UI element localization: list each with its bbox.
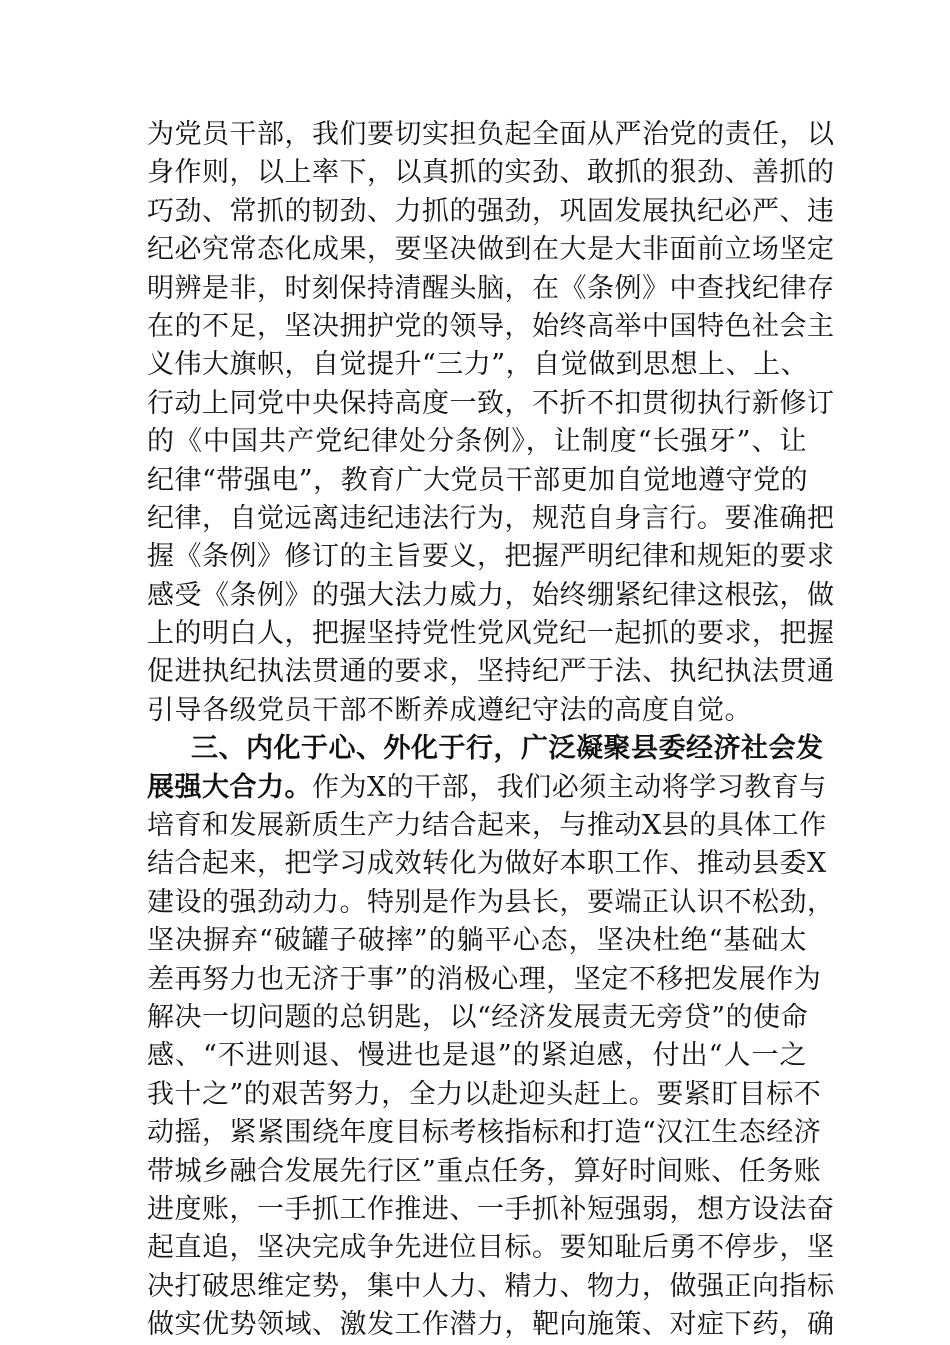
- text-line: 差再努力也无济于事”的消极心理，坚定不移把发展作为: [147, 963, 822, 995]
- text-line: 进度账，一手抓工作推进、一手抓补短强弱，想方设法奋: [147, 1193, 835, 1225]
- text-line: [147, 769, 827, 807]
- text-line: 培育和发展新质生产力结合起来，与推动X县的具体工作: [147, 810, 827, 842]
- text-span: 作为X的干部，我们必须主动将学习教育与: [312, 771, 827, 803]
- text-line: 促进执纪执法贯通的要求，坚持纪严于法、执纪执法贯通: [147, 656, 835, 688]
- text-line: 巧劲、常抓的韧劲、力抓的强劲，巩固发展执纪必严、违: [147, 195, 835, 227]
- text-line: 我十之”的艰苦努力，全力以赴迎头赶上。要紧盯目标不: [147, 1078, 822, 1110]
- text-line: 决打破思维定势，集中人力、精力、物力，做强正向指标: [147, 1270, 835, 1302]
- text-line: 坚决摒弃“破罐子破摔”的躺平心态，坚决杜绝“基础太: [147, 925, 807, 957]
- text-line: 引导各级党员干部不断养成遵纪守法的高度自觉。: [147, 694, 752, 726]
- text-line: 身作则，以上率下，以真抓的实劲、敢抓的狠劲、善抓的: [147, 157, 835, 189]
- text-line: 明辨是非，时刻保持清醒头脑，在《条例》中查找纪律存: [147, 272, 835, 304]
- text-line: 感受《条例》的强大法力威力，始终绷紧纪律这根弦，做: [147, 579, 835, 611]
- text-line: 纪必究常态化成果，要坚决做到在大是大非面前立场坚定: [147, 234, 835, 266]
- section-heading-line: [147, 730, 824, 768]
- text-line: 上的明白人，把握坚持党性党风党纪一起抓的要求，把握: [147, 618, 835, 650]
- text-line: 结合起来，把学习成效转化为做好本职工作、推动县委X: [147, 848, 827, 880]
- section-three-paragraph: [147, 730, 835, 1344]
- text-line: 的《中国共产党纪律处分条例》，让制度“长强牙”、让: [147, 426, 807, 458]
- text-line: 纪律“带强电”，教育广大党员干部更加自觉地遵守党的: [147, 464, 809, 496]
- document-body: [147, 116, 835, 1345]
- text-line: 带城乡融合发展先行区”重点任务，算好时间账、任务账: [147, 1155, 822, 1187]
- text-line: 纪律，自觉远离违纪违法行为，规范自身言行。要准确把: [147, 502, 835, 534]
- text-line: 义伟大旗帜，自觉提升“三力”，自觉做到思想上、上、: [147, 349, 809, 381]
- text-line: 握《条例》修订的主旨要义，把握严明纪律和规矩的要求: [147, 541, 835, 573]
- text-line: 为党员干部，我们要切实担负起全面从严治党的责任，以: [147, 119, 835, 150]
- section-heading-text: 三、内化于心、外化于行，广泛凝聚县委经济社会发: [191, 733, 824, 765]
- section-heading-text: 展强大合力。: [147, 771, 312, 803]
- text-line: 在的不足，坚决拥护党的领导，始终高举中国特色社会主: [147, 310, 835, 342]
- text-line: 建设的强劲动力。特别是作为县长，要端正认识不松劲，: [147, 886, 835, 918]
- paragraph-continuation: [147, 116, 835, 730]
- text-line: 做实优势领域、激发工作潜力，靶向施策、对症下药，确: [147, 1309, 835, 1341]
- text-line: 解决一切问题的总钥匙，以“经济发展责无旁贷”的使命: [147, 1001, 809, 1033]
- text-line: 感、“不进则退、慢进也是退”的紧迫感，付出“人一之: [147, 1040, 807, 1072]
- text-line: 动摇，紧紧围绕年度目标考核指标和打造“汉江生态经济: [147, 1117, 822, 1149]
- text-line: 起直追，坚决完成争先进位目标。要知耻后勇不停步，坚: [147, 1232, 835, 1264]
- text-line: 行动上同党中央保持高度一致，不折不扣贯彻执行新修订: [147, 387, 835, 419]
